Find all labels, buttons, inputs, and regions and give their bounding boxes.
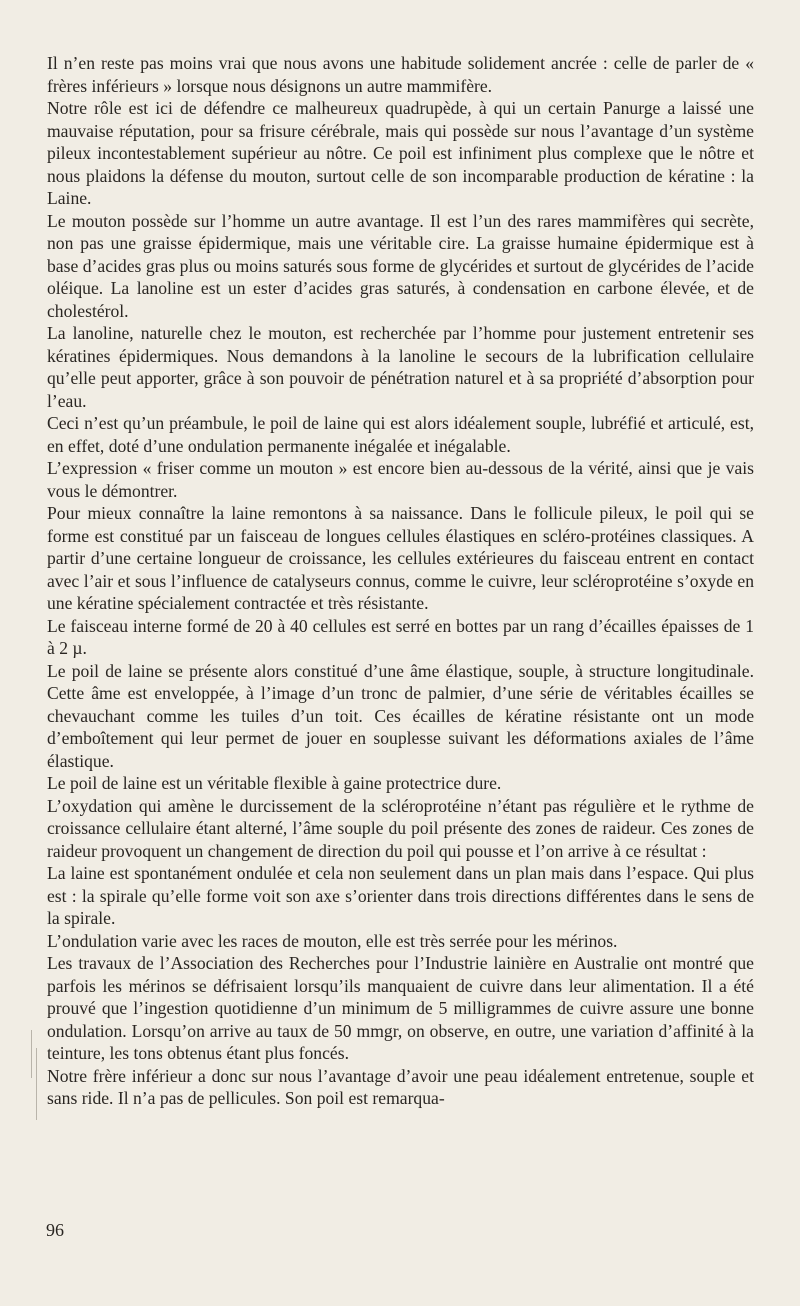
paragraph-5: Ceci n’est qu’un préambule, le poil de laine qui est alors idéalement souple, lubréfié et articulé, est, en effet, doté d’une ondulation permanente inégalée et inégalable. — [47, 413, 754, 456]
paragraph-10: Le poil de laine est un véritable flexible à gaine protectrice dure. — [47, 773, 502, 793]
paragraph-14: Les travaux de l’Association des Recherches pour l’Industrie lainière en Australie ont montré que parfois les mérinos se défrisaient lorsqu’ils manquaient de cuivre dans leur alimentation. Il a été prouvé que l’ingestion quotidienne d’un minimum de 5 milligrammes de cuivre assure une bonne ondulation. Lorsqu’on arrive au taux de 50 mmgr, on observe, en outre, une variation d’affinité à la teinture, les tons obtenus étant plus foncés. — [47, 953, 754, 1063]
paragraph-6: L’expression « friser comme un mouton » est encore bien au-dessous de la vérité, ainsi que je vais vous le démontrer. — [47, 458, 754, 501]
paragraph-3: Le mouton possède sur l’homme un autre avantage. Il est l’un des rares mammifères qui secrète, non pas une graisse épidermique, mais une véritable cire. La graisse humaine épidermique est à base d’acides gras plus ou moins saturés sous forme de glycérides et surtout de glycérides de l’acide oléique. La lanoline est un ester d’acides gras saturés, à condensation en carbone élevée, et de cholestérol. — [47, 210, 754, 321]
paragraph-9: Le poil de laine se présente alors constitué d’une âme élastique, souple, à structure longitudinale. Cette âme est enveloppée, à l’image d’un tronc de palmier, d’une série de véritables écailles se chevauchant comme les tuiles d’un toit. Ces écailles de kératine résistante ont un mode d’emboîtement qui leur permet de jouer en souplesse suivant les déformations axiales de l’âme élastique. — [47, 660, 754, 771]
margin-line-mark — [36, 1048, 37, 1120]
paragraph-7: Pour mieux connaître la laine remontons à sa naissance. Dans le follicule pileux, le poil qui se forme est constitué par un faisceau de longues cellules élastiques en scléro-protéines classiques. A partir d’une certaine longueur de croissance, les cellules extérieures du faisceau entrent en contact avec l’air et sous l’influence de catalyseurs connus, comme le cuivre, leur scléroprotéine s’oxyde en une kératine spécialement contractée et très résistante. — [47, 503, 754, 613]
paragraph-11: L’oxydation qui amène le durcissement de la scléroprotéine n’étant pas régulière et le rythme de croissance cellulaire étant alterné, l’âme souple du poil présente des zones de raideur. Ces zones de raideur provoquent un changement de direction du poil qui pousse et l’on arrive à ce résultat : — [47, 795, 754, 861]
paragraph-12: La laine est spontanément ondulée et cela non seulement dans un plan mais dans l’espace. Qui plus est : la spirale qu’elle forme voit son axe s’orienter dans trois directions différentes dans le sens de la spirale. — [47, 863, 754, 928]
paragraph-13: L’ondulation varie avec les races de mouton, elle est très serrée pour les mérinos. — [47, 930, 618, 951]
paragraph-4: La lanoline, naturelle chez le mouton, est recherchée par l’homme pour justement entretenir ses kératines épidermiques. Nous demandons à la lanoline le secours de la lubrification cellulaire qu’elle peut apporter, grâce à son pouvoir de pénétration naturel et à sa propriété d’absorption pour l’eau. — [47, 323, 754, 411]
paragraph-2: Notre rôle est ici de défendre ce malheureux quadrupède, à qui un certain Panurge a laissé une mauvaise réputation, pour sa frisure cérébrale, mais qui possède sur nous l’avantage d’un système pileux incontestablement supérieur au nôtre. Ce poil est infiniment plus complexe que le nôtre et nous plaidons la défense du mouton, surtout celle de son incomparable production de kératine : la Laine. — [47, 98, 754, 208]
body-text — [47, 52, 754, 1110]
paragraph-1: Il n’en reste pas moins vrai que nous avons une habitude solidement ancrée : celle de parler de « frères inférieurs » lorsque nous désignons un autre mammifère. — [47, 53, 754, 96]
page-number: 96 — [46, 1220, 64, 1240]
paragraph-8: Le faisceau interne formé de 20 à 40 cellules est serré en bottes par un rang d’écailles épaisses de 1 à 2 µ. — [47, 615, 754, 658]
margin-line-mark — [31, 1030, 32, 1078]
paragraph-15: Notre frère inférieur a donc sur nous l’avantage d’avoir une peau idéalement entretenue, souple et sans ride. Il n’a pas de pellicules. Son poil est remarqua- — [47, 1065, 754, 1108]
